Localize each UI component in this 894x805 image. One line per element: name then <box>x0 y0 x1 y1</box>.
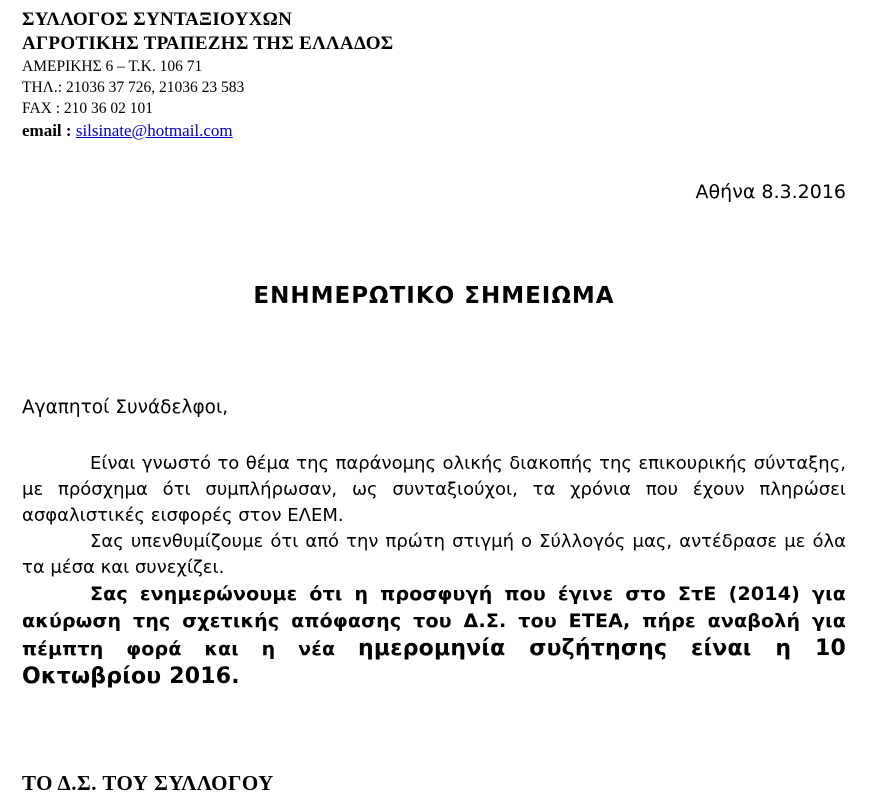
org-phone: ΤΗΛ.: 21036 37 726, 21036 23 583 <box>22 79 245 96</box>
paragraph-1: Είναι γνωστό το θέμα της παράνομης ολικής διακοπής της επικουρικής σύνταξης, με πρόσχημα ότι συμπλήρωσαν, ως συνταξιούχοι, τα χρόνια που έχουν πληρώσει ασφαλιστικές εισφορές στον ΕΛΕΜ. <box>22 453 846 526</box>
signature: ΤΟ Δ.Σ. ΤΟΥ ΣΥΛΛΟΓΟΥ <box>22 771 274 795</box>
org-address: ΑΜΕΡΙΚΗΣ 6 – Τ.Κ. 106 71 <box>22 58 203 75</box>
org-email <box>22 119 394 143</box>
paragraph-3 <box>22 581 846 691</box>
paragraph-2: Σας υπενθυμίζουμε ότι από την πρώτη στιγμή ο Σύλλογός μας, αντέδρασε με όλα τα μέσα και συνεχίζει. <box>22 531 846 578</box>
org-name-line1: ΣΥΛΛΟΓΟΣ ΣΥΝΤΑΞΙΟΥΧΩΝ <box>22 9 293 30</box>
document-body <box>22 451 846 691</box>
org-name-line2: ΑΓΡΟΤΙΚΗΣ ΤΡΑΠΕΖΗΣ ΤΗΣ ΕΛΛΑΔΟΣ <box>22 33 394 54</box>
document-title: ΕΝΗΜΕΡΩΤΙΚΟ ΣΗΜΕΙΩΜΑ <box>253 283 615 309</box>
letterhead <box>22 8 394 143</box>
paragraph-3-part-1: Σας ενημερώνουμε ότι η προσφυγή που έγινε στο ΣτΕ (2014) για ακύρωση της σχετικής απόφασης του Δ.Σ. του ΕΤΕΑ, πήρε αναβολή για πέμπτη φορά και η νέα <box>22 583 846 660</box>
email-label: email : <box>22 121 76 140</box>
document-date: Αθήνα 8.3.2016 <box>695 181 846 203</box>
email-link[interactable]: silsinate@hotmail.com <box>75 121 233 140</box>
org-fax: FAX : 210 36 02 101 <box>22 100 154 117</box>
paragraph-3-part-2: ημερομηνία συζήτησης είναι η 10 Οκτωβρίου 2016. <box>22 636 846 689</box>
greeting: Αγαπητοί Συνάδελφοι, <box>22 397 229 418</box>
